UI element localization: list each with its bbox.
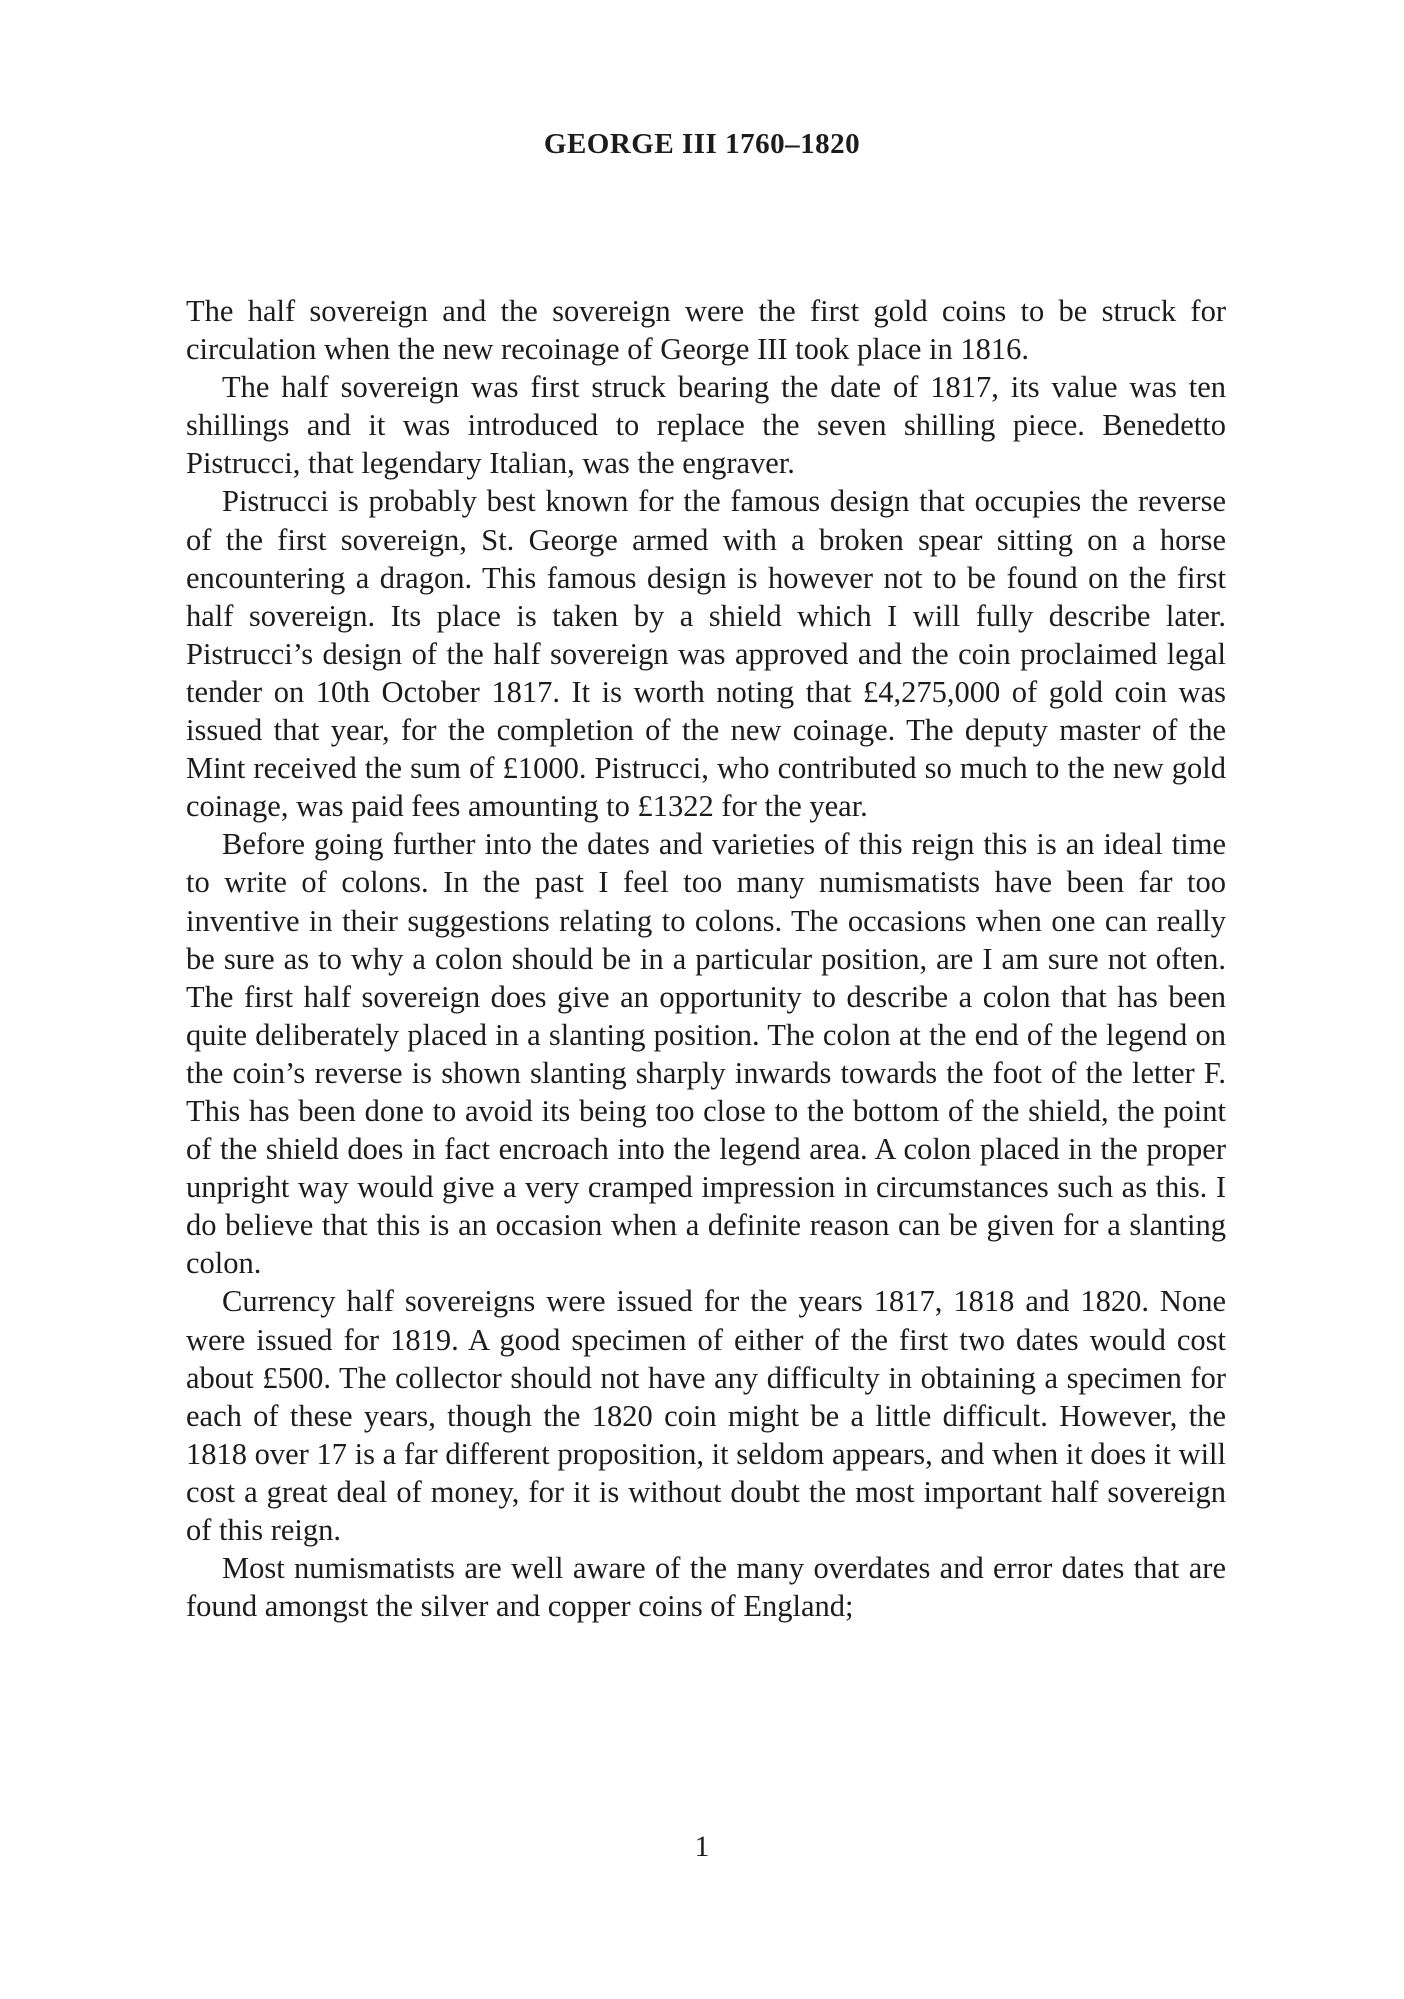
paragraph-4: Before going further into the dates and varieties of this reign this is an ideal time to write of colons. In the past I feel too many numismatists have been far too inventive in their suggestions relating to colons. The occasions when one can really be sure as to why a colon should be in a particular position, are I am sure not often. The first half sovereign does give an opportunity to describe a colon that has been quite deliberately placed in a slanting position. The colon at the end of the legend on the coin’s reverse is shown slanting sharply inwards towards the foot of the letter F. This has been done to avoid its being too close to the bottom of the shield, the point of the shield does in fact encroach into the legend area. A colon placed in the proper unpright way would give a very cramped impression in circumstances such as this. I do believe that this is an occasion when a definite reason can be given for a slanting colon. bbox=[186, 827, 1226, 1281]
paragraph-3: Pistrucci is probably best known for the famous design that occupies the reverse of the first sovereign, St. George armed with a broken spear sitting on a horse encountering a dragon. This famous design is however not to be found on the first half sovereign. Its place is taken by a shield which I will fully describe later. Pistrucci’s design of the half sovereign was approved and the coin proclaimed legal tender on 10th October 1817. It is worth noting that £4,275,000 of gold coin was issued that year, for the completion of the new coinage. The deputy master of the Mint received the sum of £1000. Pistrucci, who contributed so much to the new gold coinage, was paid fees amounting to £1322 for the year. bbox=[186, 484, 1226, 824]
paragraph-5: Currency half sovereigns were issued for the years 1817, 1818 and 1820. None were issued for 1819. A good specimen of either of the first two dates would cost about £500. The collector should not have any difficulty in obtaining a specimen for each of these years, though the 1820 coin might be a little difficult. However, the 1818 over 17 is a far different proposition, it seldom appears, and when it does it will cost a great deal of money, for it is without doubt the most important half sovereign of this reign. bbox=[186, 1284, 1226, 1547]
paragraph-6: Most numismatists are well aware of the many overdates and error dates that are found amongst the silver and copper coins of England; bbox=[186, 1551, 1226, 1624]
paragraph-2: The half sovereign was first struck bearing the date of 1817, its value was ten shillings and it was introduced to replace the seven shilling piece. Benedetto Pistrucci, that legendary Italian, was the engraver. bbox=[186, 370, 1226, 481]
page-title: GEORGE III 1760–1820 bbox=[543, 128, 861, 160]
body-text bbox=[186, 292, 1226, 1625]
page-number: 1 bbox=[694, 1830, 710, 1863]
paragraph-1: The half sovereign and the sovereign were the first gold coins to be struck for circulation when the new recoinage of George III took place in 1816. bbox=[186, 294, 1226, 367]
